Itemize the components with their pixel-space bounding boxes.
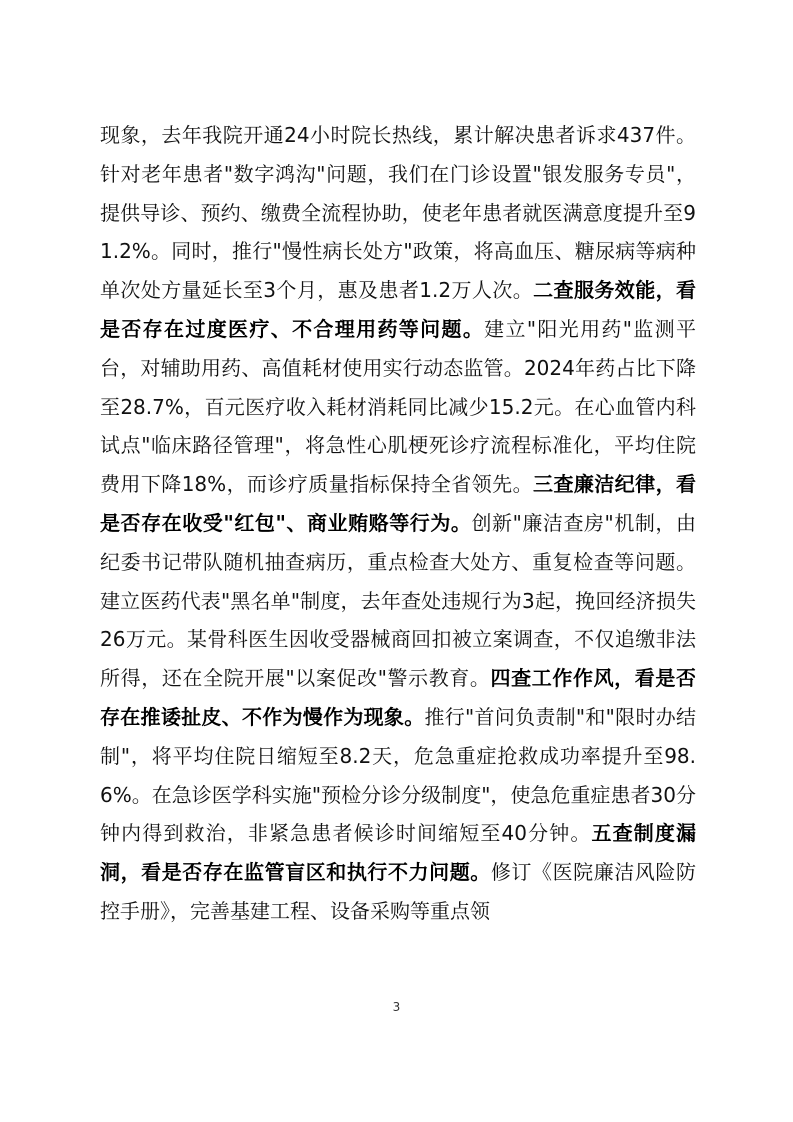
bold-heading-segment: 二查服务效能，看是否存在过度医疗、不合理用药等问题。 bbox=[100, 278, 697, 341]
text-segment: 推行"首问负责制"和"限时办结制"，将平均住院日缩短至8.2天，危急重症抢救成功率提升至98.6%。在急诊医学科实施"预检分诊分级制度"，使急危重症患者30分钟内得到救治，非紧急患者候诊时间缩短至40分钟。 bbox=[100, 704, 696, 846]
text-segment: 现象，去年我院开通24小时院长热线，累计解决患者诉求437件。针对老年患者"数字鸿沟"问题，我们在门诊设置"银发服务专员"，提供导诊、预约、缴费全流程协助，使老年患者就医满意度提升至91.2%。同时，推行"慢性病长处方"政策，将高血压、糖尿病等病种单次处方量延长至3个月，惠及患者1.2万人次。 bbox=[100, 123, 696, 303]
page-number: 3 bbox=[392, 1000, 401, 1014]
body-paragraph bbox=[100, 116, 696, 931]
bold-heading-segment: 三查廉洁纪律，看是否存在收受"红包"、商业贿赂等行为。 bbox=[100, 472, 697, 535]
bold-heading-segment: 五查制度漏洞，看是否存在监管盲区和执行不力问题。 bbox=[100, 821, 697, 885]
text-segment: 建立"阳光用药"监测平台，对辅助用药、高值耗材使用实行动态监管。2024年药占比下降至28.7%，百元医疗收入耗材消耗同比减少15.2元。在心血管内科试点"临床路径管理"，将急性心肌梗死诊疗流程标准化，平均住院费用下降18%，而诊疗质量指标保持全省领先。 bbox=[100, 316, 696, 497]
text-segment: 修订《医院廉洁风险防控手册》，完善基建工程、设备采购等重点领 bbox=[100, 860, 697, 923]
text-segment: 创新"廉洁查房"机制，由纪委书记带队随机抽查病历，重点检查大处方、重复检查等问题。建立医药代表"黑名单"制度，去年查处违规行为3起，挽回经济损失26万元。某骨科医生因收受器械商回扣被立案调查，不仅追缴非法所得，还在全院开展"以案促改"警示教育。 bbox=[100, 510, 696, 691]
bold-heading-segment: 四查工作作风，看是否存在推诿扯皮、不作为慢作为现象。 bbox=[100, 666, 697, 729]
